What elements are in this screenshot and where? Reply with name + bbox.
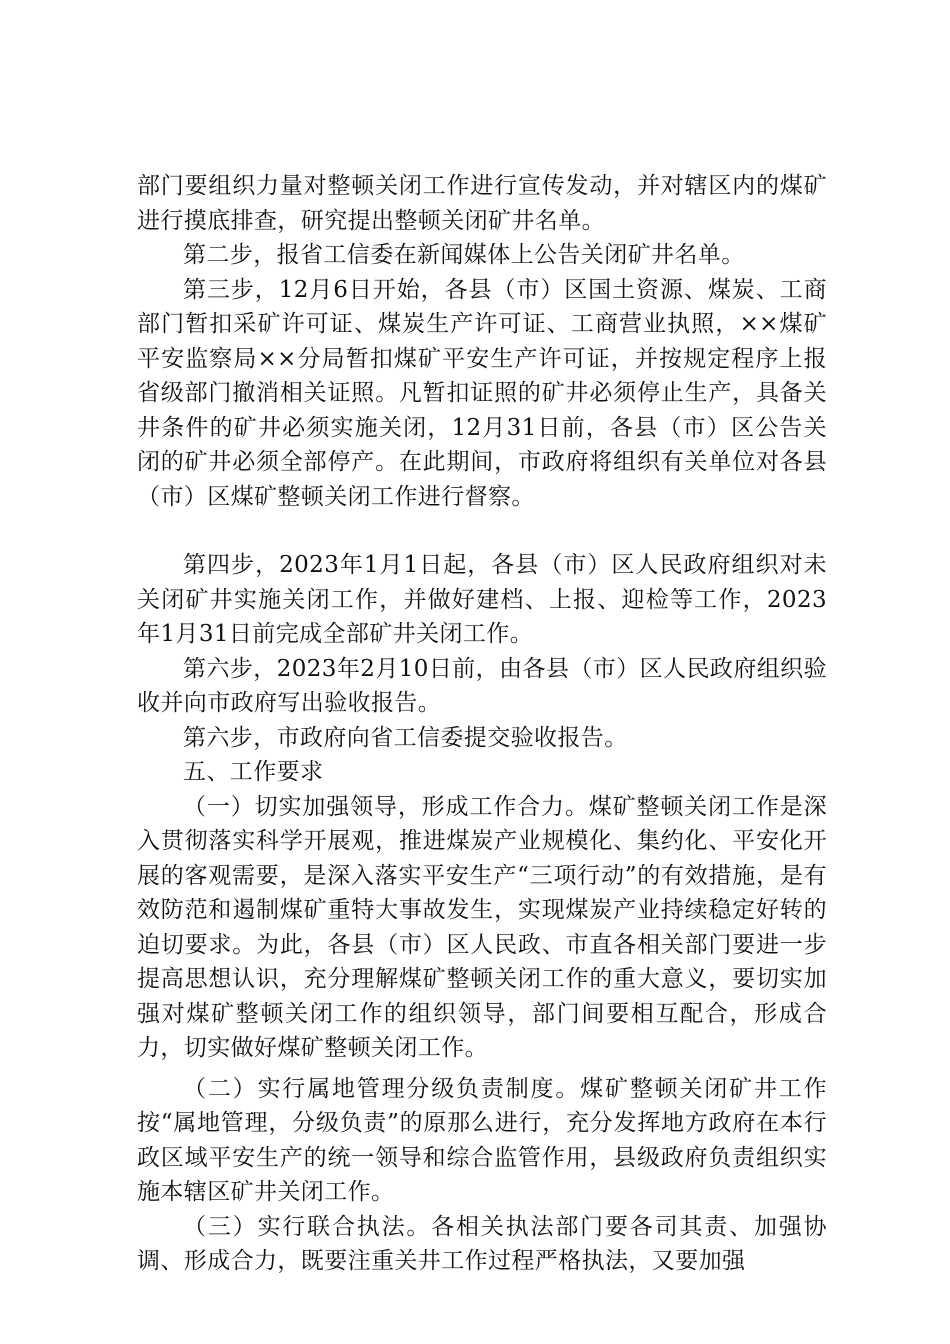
paragraph-step-six-acceptance: 第六步，2023年2月10日前，由各县（市）区人民政府组织验收并向市政府写出验收报告。 [137,655,827,716]
paragraph-requirement-three: （三）实行联合执法。各相关执法部门要各司其责、加强协调、形成合力，既要注重关井工作过程严格执法，又要加强 [137,1213,827,1274]
paragraph-step-six-report: 第六步，市政府向省工信委提交验收报告。 [183,724,628,751]
paragraph-requirement-one: （一）切实加强领导，形成工作合力。煤矿整顿关闭工作是深入贯彻落实科学开展观，推进煤炭产业规模化、集约化、平安化开展的客观需要，是深入落实平安生产“三项行动”的有效措施，是有效防范和遏制煤矿重特大事故发生，实现煤炭产业持续稳定好转的迫切要求。为此，各县（市）区人民政、市直各相关部门要进一步提高思想认识，充分理解煤矿整顿关闭工作的重大意义，要切实加强对煤矿整顿关闭工作的组织领导，部门间要相互配合，形成合力，切实做好煤矿整顿关闭工作。 [137,793,827,1061]
paragraph-step-two: 第二步，报省工信委在新闻媒体上公告关闭矿井名单。 [183,242,745,268]
paragraph-step-four: 第四步，2023年1月1日起，各县（市）区人民政府组织对未关闭矿井实施关闭工作，并做好建档、上报、迎检等工作，2023年1月31日前完成全部矿井关闭工作。 [137,552,827,647]
document-body [137,169,827,1279]
paragraph-continuation: 部门要组织力量对整顿关闭工作进行宣传发动，并对辖区内的煤矿进行摸底排查，研究提出整顿关闭矿井名单。 [137,173,827,234]
paragraph-step-three: 第三步，12月6日开始，各县（市）区国土资源、煤炭、工商部门暂扣采矿许可证、煤炭生产许可证、工商营业执照，××煤矿平安监察局××分局暂扣煤矿平安生产许可证，并按规定程序上报省级部门撤消相关证照。凡暂扣证照的矿井必须停止生产，具备关井条件的矿井必须实施关闭，12月31日前，各县（市）区公告关闭的矿井必须全部停产。在此期间，市政府将组织有关单位对各县（市）区煤矿整顿关闭工作进行督察。 [137,276,827,510]
section-heading-work-requirements: 五、工作要求 [183,759,324,785]
paragraph-requirement-two: （二）实行属地管理分级负责制度。煤矿整顿关闭矿井工作按“属地管理，分级负责”的原那么进行，充分发挥地方政府在本行政区域平安生产的统一领导和综合监管作用，县级政府负责组织实施本辖区矿井关闭工作。 [137,1075,827,1205]
